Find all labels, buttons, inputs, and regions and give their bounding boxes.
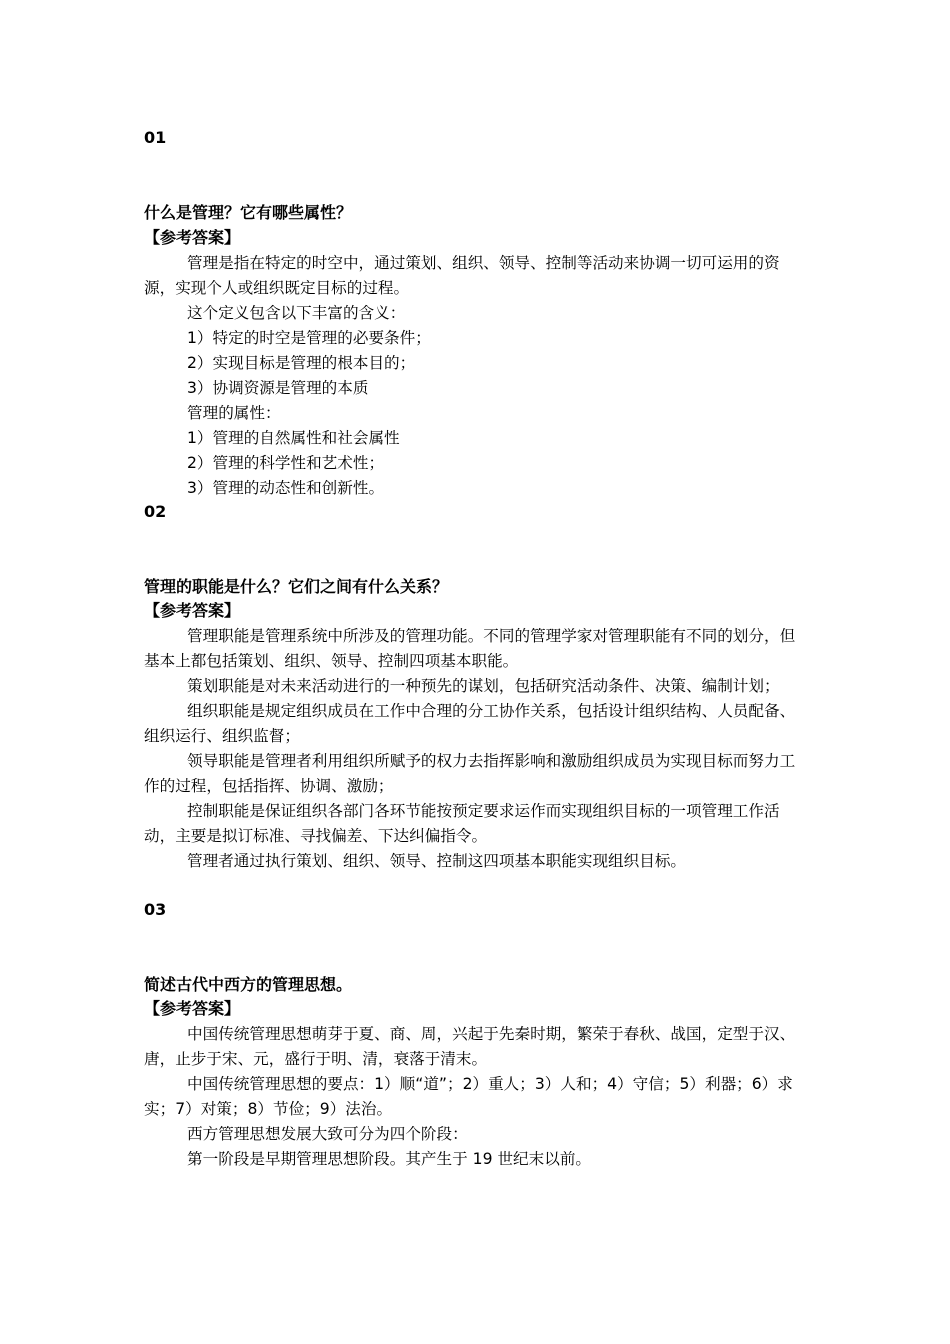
answer-paragraph: 管理者通过执行策划、组织、领导、控制这四项基本职能实现组织目标。 bbox=[187, 852, 687, 870]
answer-paragraph: 这个定义包含以下丰富的含义： bbox=[187, 304, 406, 322]
answer-paragraph: 第一阶段是早期管理思想阶段。其产生于 19 世纪末以前。 bbox=[187, 1150, 592, 1168]
answer-body bbox=[144, 1022, 808, 1172]
question-title: 什么是管理？它有哪些属性？ bbox=[144, 203, 353, 222]
answer-label: 【参考答案】 bbox=[144, 228, 241, 247]
answer-list-item: 3）管理的动态性和创新性。 bbox=[187, 479, 385, 497]
answer-paragraph: 组织职能是规定组织成员在工作中合理的分工协作关系，包括设计组织结构、人员配备、组织运行、组织监督； bbox=[144, 702, 796, 745]
answer-body bbox=[144, 624, 808, 874]
answer-list-item: 1）特定的时空是管理的必要条件； bbox=[187, 329, 431, 347]
answer-paragraph: 管理职能是管理系统中所涉及的管理功能。不同的管理学家对管理职能有不同的划分，但基本上都包括策划、组织、领导、控制四项基本职能。 bbox=[144, 627, 796, 670]
answer-paragraph: 领导职能是管理者利用组织所赋予的权力去指挥影响和激励组织成员为实现目标而努力工作的过程，包括指挥、协调、激励； bbox=[144, 752, 796, 795]
answer-list-item: 2）实现目标是管理的根本目的； bbox=[187, 354, 416, 372]
answer-paragraph: 管理是指在特定的时空中，通过策划、组织、领导、控制等活动来协调一切可运用的资源，实现个人或组织既定目标的过程。 bbox=[144, 254, 780, 297]
section-number: 03 bbox=[144, 900, 167, 919]
answer-paragraph: 中国传统管理思想萌芽于夏、商、周，兴起于先秦时期，繁荣于春秋、战国，定型于汉、唐，止步于宋、元，盛行于明、清，衰落于清末。 bbox=[144, 1025, 796, 1068]
answer-list-item: 1）管理的自然属性和社会属性 bbox=[187, 429, 400, 447]
question-title: 简述古代中西方的管理思想。 bbox=[144, 975, 353, 994]
answer-label: 【参考答案】 bbox=[144, 601, 241, 620]
answer-paragraph: 西方管理思想发展大致可分为四个阶段： bbox=[187, 1125, 468, 1143]
question-title: 管理的职能是什么？它们之间有什么关系？ bbox=[144, 577, 449, 596]
answer-paragraph: 管理的属性： bbox=[187, 404, 281, 422]
section-number: 02 bbox=[144, 502, 167, 521]
answer-paragraph: 控制职能是保证组织各部门各环节能按预定要求运作而实现组织目标的一项管理工作活动，主要是拟订标准、寻找偏差、下达纠偏指令。 bbox=[144, 802, 780, 845]
answer-paragraph: 策划职能是对未来活动进行的一种预先的谋划，包括研究活动条件、决策、编制计划； bbox=[187, 677, 780, 695]
answer-label: 【参考答案】 bbox=[144, 999, 241, 1018]
answer-list-item: 2）管理的科学性和艺术性； bbox=[187, 454, 385, 472]
answer-paragraph: 中国传统管理思想的要点：1）顺“道”；2）重人；3）人和；4）守信；5）利器；6）求实；7）对策；8）节俭；9）法治。 bbox=[144, 1075, 793, 1118]
answer-body bbox=[144, 251, 808, 501]
answer-list-item: 3）协调资源是管理的本质 bbox=[187, 379, 369, 397]
section-number: 01 bbox=[144, 128, 167, 147]
